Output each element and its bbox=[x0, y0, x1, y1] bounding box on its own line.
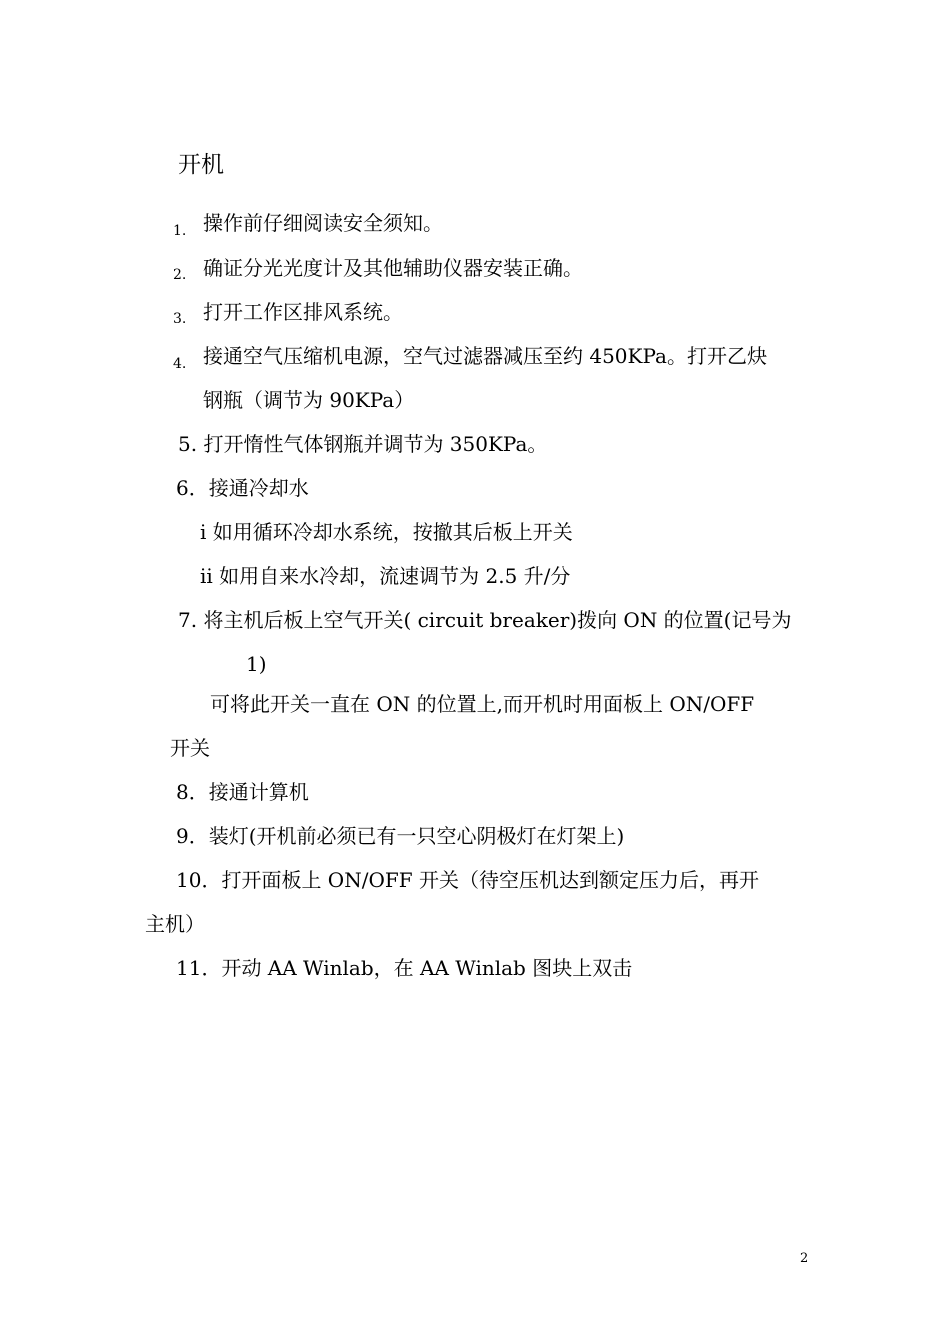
step-8-text: 8．接通计算机 bbox=[176, 780, 309, 804]
step-1-number: 1. bbox=[173, 223, 187, 239]
step-4-text: 接通空气压缩机电源，空气过滤器减压至约 450KPa。打开乙炔 bbox=[203, 344, 767, 368]
step-3-text: 打开工作区排风系统。 bbox=[203, 300, 403, 324]
step-3-number: 3. bbox=[173, 311, 187, 327]
step-9-text: 9．装灯(开机前必须已有一只空心阴极灯在灯架上) bbox=[176, 824, 625, 848]
step-6-text: 6．接通冷却水 bbox=[176, 476, 309, 500]
step-7-note-continuation: 开关 bbox=[170, 736, 210, 760]
step-7-text: 7. 将主机后板上空气开关( circuit breaker)拨向 ON 的位置(记号为 bbox=[178, 608, 792, 632]
step-2-text: 确证分光光度计及其他辅助仪器安装正确。 bbox=[203, 256, 583, 280]
step-6-sub-i: i 如用循环冷却水系统，按撤其后板上开关 bbox=[200, 520, 573, 544]
step-2-number: 2. bbox=[173, 267, 187, 283]
step-6-sub-ii: ii 如用自来水冷却，流速调节为 2.5 升/分 bbox=[200, 564, 571, 588]
step-1-text: 操作前仔细阅读安全须知。 bbox=[203, 211, 443, 235]
step-5-text: 5. 打开惰性气体钢瓶并调节为 350KPa。 bbox=[178, 432, 548, 456]
step-4-continuation: 钢瓶（调节为 90KPa） bbox=[203, 388, 415, 412]
step-11-text: 11．开动 AA Winlab，在 AA Winlab 图块上双击 bbox=[176, 956, 633, 980]
step-10-continuation: 主机） bbox=[145, 912, 205, 936]
step-7-continuation: 1) bbox=[246, 652, 267, 676]
step-7-note: 可将此开关一直在 ON 的位置上,而开机时用面板上 ON/OFF bbox=[210, 692, 755, 716]
step-10-text: 10．打开面板上 ON/OFF 开关（待空压机达到额定压力后，再开 bbox=[176, 868, 759, 892]
section-title: 开机 bbox=[178, 152, 224, 178]
page-number: 2 bbox=[800, 1251, 809, 1266]
step-4-number: 4. bbox=[173, 356, 187, 372]
